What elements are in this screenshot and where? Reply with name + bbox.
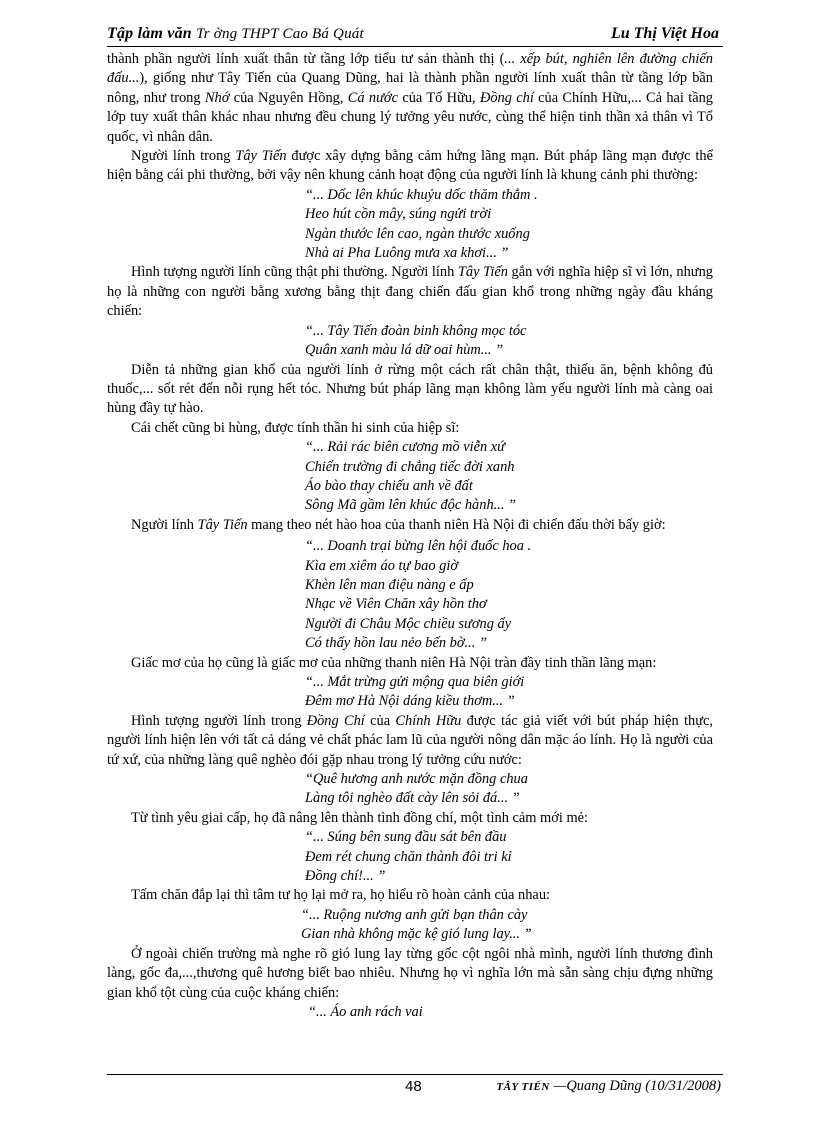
verse-line: “Quê hương anh nước mặn đồng chua bbox=[305, 771, 528, 788]
verse-line: “... Doanh trại bừng lên hội đuốc hoa . bbox=[305, 538, 532, 555]
header-left bbox=[107, 25, 364, 43]
paragraph: Từ tình yêu giai cấp, họ đã nâng lên thành tình đồng chí, một tình cảm mới mẻ: bbox=[131, 809, 589, 826]
verse-line: Ngàn thước lên cao, ngàn thước xuống bbox=[305, 225, 530, 242]
verse-line: Chiến trường đi chẳng tiếc đời xanh bbox=[305, 458, 515, 475]
header-school: Tr ờng THPT Cao Bá Quát bbox=[196, 26, 364, 42]
paragraph: Người lính Tây Tiến mang theo nét hào hoa của thanh niên Hà Nội đi chiến đấu thời bấy giờ: bbox=[131, 516, 666, 533]
verse-line: “... Dốc lên khúc khuỷu dốc thăm thẳm . bbox=[305, 186, 538, 203]
verse-line: Nhạc về Viên Chăn xây hồn thơ bbox=[305, 596, 487, 613]
verse-line: “... Mắt trừng gửi mộng qua biên giới bbox=[305, 674, 525, 690]
paragraph: Diễn tả những gian khổ của người lính ở rừng một cách rất chân thật, thiếu ăn, bệnh không đủ thuốc,... sốt rét đến nỗi rụng hết tóc. Nhưng bút pháp lãng mạn không làm yếu người lính mà càng oai hùng đầy tự hào. bbox=[107, 361, 713, 417]
verse-line: Người đi Châu Mộc chiều sương ấy bbox=[305, 615, 512, 632]
verse-line: Đem rét chung chăn thành đôi tri kỉ bbox=[305, 848, 512, 865]
verse-line: Quân xanh màu lá dữ oai hùm... ” bbox=[305, 342, 504, 359]
verse-line: “... Rải rác biên cương mồ viễn xứ bbox=[305, 439, 506, 456]
page-header bbox=[107, 24, 723, 47]
verse-line: Làng tôi nghèo đất cày lên sỏi đá... ” bbox=[305, 790, 520, 807]
page-number: 48 bbox=[405, 1078, 422, 1095]
footer-title: TÂY TIẾN —Quang Dũng (10/31/2008) bbox=[496, 1078, 721, 1094]
verse-line: “... Ruộng nương anh gửi bạn thân cày bbox=[301, 906, 528, 923]
paragraph: Hình tượng người lính cũng thật phi thường. Người lính Tây Tiến gắn với nghĩa hiệp sĩ vì lớn, nhưng họ là những con người bằng xương bằng thịt đang chiến đấu gian khổ trong những ngày đầu kháng chiến: bbox=[107, 264, 713, 320]
verse-line: Heo hút cồn mây, súng ngửi trời bbox=[305, 206, 492, 223]
paragraph: Ở ngoài chiến trường mà nghe rõ gió lung lay từng gốc cột ngôi nhà mình, người lính thương đình làng, gốc đa,...,thương quê hương biết bao nhiêu. Nhưng họ vì nghĩa lớn mà sẵn sàng chịu đựng những gian khổ tột cùng của cuộc kháng chiến: bbox=[107, 945, 713, 1001]
header-subject: Tập làm văn bbox=[107, 25, 192, 42]
verse-line: Nhà ai Pha Luông mưa xa khơi... ” bbox=[305, 245, 509, 262]
verse-line: “... Tây Tiến đoàn binh không mọc tóc bbox=[305, 322, 527, 339]
verse-line: Áo bào thay chiếu anh về đất bbox=[305, 477, 473, 494]
verse-line: Có thấy hồn lau nẻo bến bờ... ” bbox=[305, 635, 487, 652]
verse-line: Gian nhà không mặc kệ gió lung lay... ” bbox=[301, 926, 532, 943]
verse-line: Sông Mã gầm lên khúc độc hành... ” bbox=[305, 497, 517, 514]
paragraph: thành phần người lính xuất thân từ tầng lớp tiểu tư sản thành thị (... xếp bút, nghiên lên đường chiến đấu...), giống như Tây Tiến của Quang Dũng, hai là thành phần người lính xuất thân từ tầng lớp bần nông, như trong Nhớ của Nguyên Hồng, Cá nước của Tố Hữu, Đồng chí của Chính Hữu,... Cả hai tầng lớp tuy xuất thân khác nhau nhưng đều chung lý tưởng yêu nước, cùng thể hiện tinh thần xả thân vì Tổ quốc, vì nhân dân. bbox=[107, 51, 713, 145]
verse-line: “... Súng bên sung đầu sát bên đầu bbox=[305, 829, 507, 846]
paragraph: Cái chết cũng bi hùng, được tính thần hi sinh của hiệp sĩ: bbox=[131, 419, 460, 436]
paragraph: Hình tượng người lính trong Đồng Chí của Chính Hữu được tác giả viết với bút pháp hiện thực, người lính hiện lên với tất cả dáng vẻ chất phác lam lũ của người nông dân mặc áo lính. Họ là người của tứ xứ, của những làng quê nghèo đói gặp nhau trong lý tưởng cứu nước: bbox=[107, 712, 713, 768]
paragraph: Tấm chăn đắp lại thì tâm tư họ lại mở ra, họ hiểu rõ hoàn cảnh của nhau: bbox=[131, 887, 551, 904]
paragraph: Giấc mơ của họ cũng là giấc mơ của những thanh niên Hà Nội tràn đầy tinh thần lãng mạn: bbox=[131, 654, 657, 671]
header-author: Lu Thị Việt Hoa bbox=[610, 25, 719, 42]
document-body bbox=[107, 50, 713, 1022]
verse-line: Đêm mơ Hà Nội dáng kiều thơm... ” bbox=[305, 693, 515, 710]
verse-line: “... Áo anh rách vai bbox=[308, 1003, 423, 1020]
verse-line: Kìa em xiêm áo tự bao giờ bbox=[305, 557, 459, 574]
paragraph: Người lính trong Tây Tiến được xây dựng bằng cảm hứng lãng mạn. Bút pháp lãng mạn được thể hiện bằng cái phi thường, bởi vậy nên khung cảnh hoạt động của người lính là khung cảnh phi thường: bbox=[107, 148, 713, 184]
verse-line: Đồng chí!... ” bbox=[305, 868, 386, 885]
page-footer bbox=[107, 1074, 723, 1101]
verse-line: Khèn lên man điệu nàng e ấp bbox=[305, 576, 474, 593]
